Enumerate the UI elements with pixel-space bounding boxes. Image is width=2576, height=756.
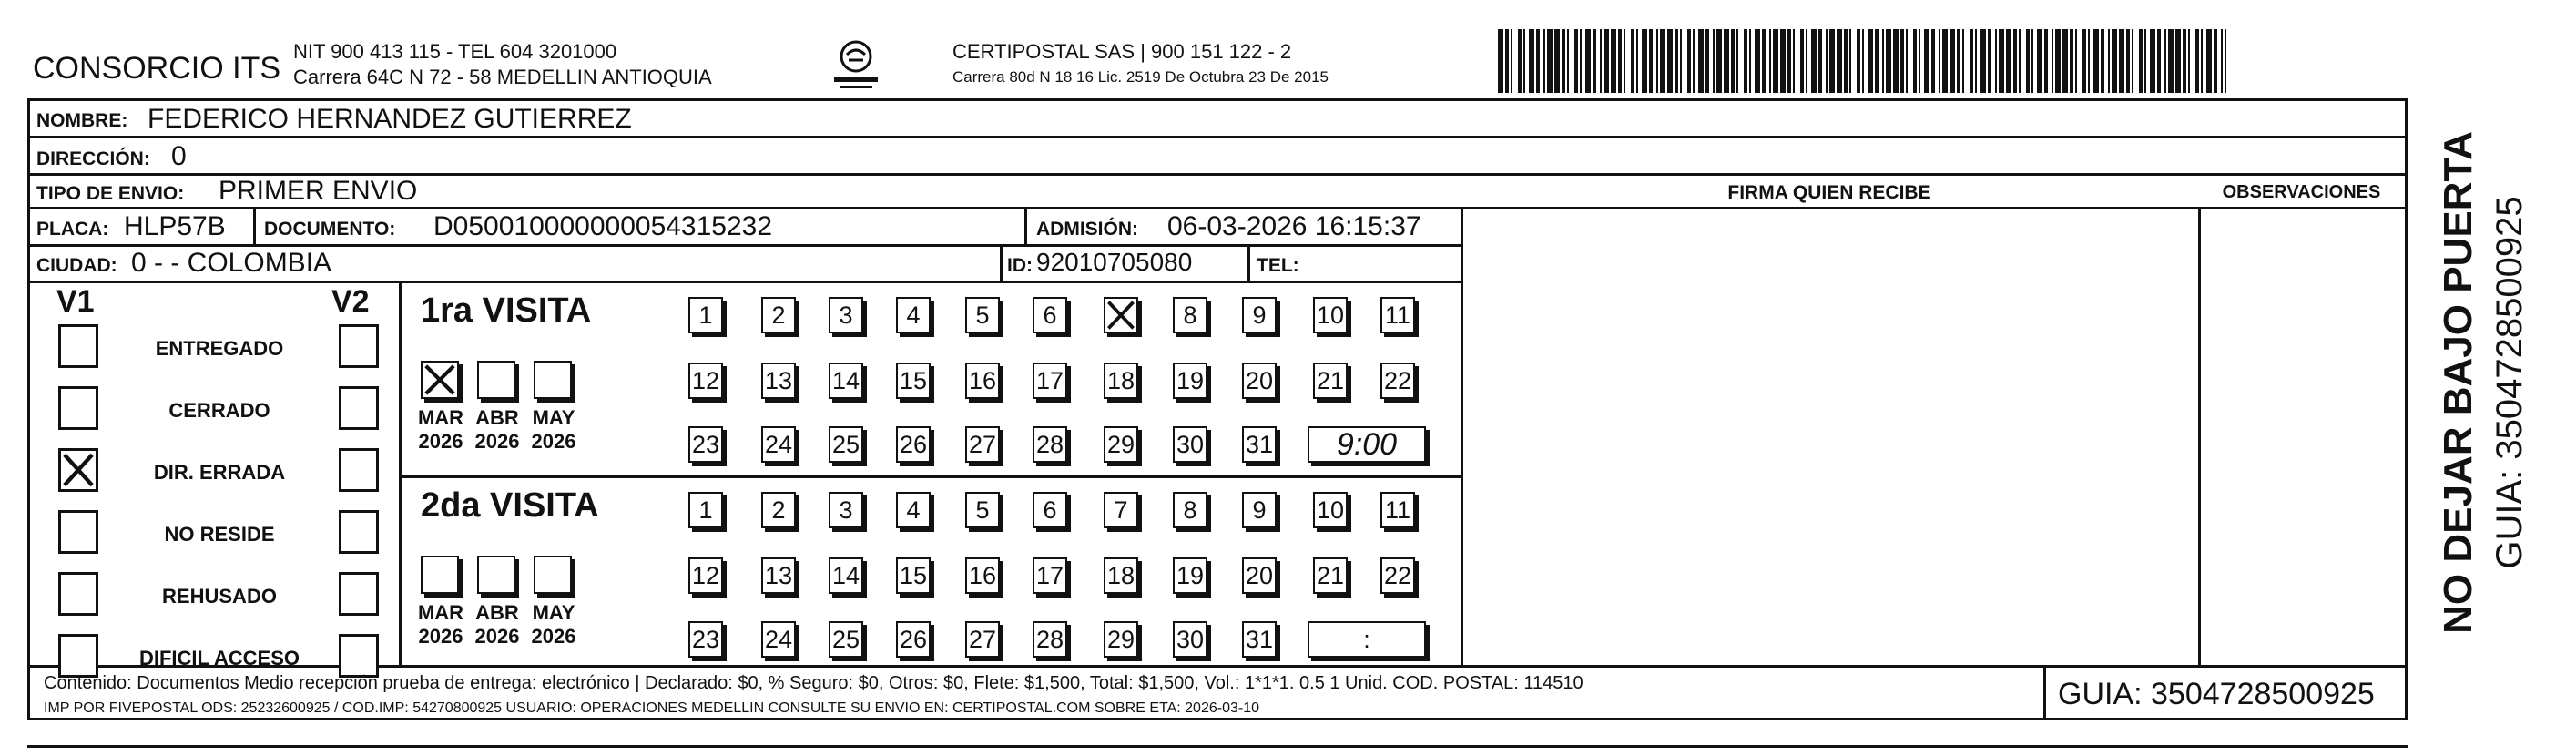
day-box[interactable]: 14 [829, 557, 863, 594]
day-box[interactable]: 12 [688, 557, 723, 594]
side-warning: NO DEJAR BAJO PUERTA [2436, 131, 2480, 634]
month-checkbox[interactable] [534, 361, 572, 399]
status-v1-checkbox[interactable] [58, 510, 98, 554]
day-box[interactable]: 6 [1033, 492, 1067, 528]
status-label: DIFICIL ACCESO [138, 647, 300, 669]
month-checkbox[interactable] [477, 556, 515, 594]
barcode [1498, 29, 2226, 93]
day-box[interactable]: 10 [1313, 297, 1348, 333]
day-box[interactable]: 26 [896, 426, 931, 463]
tipo-envio-label: TIPO DE ENVIO: [36, 183, 185, 204]
month-year: 2026 [474, 625, 520, 648]
day-box[interactable]: 11 [1380, 492, 1415, 528]
month-label: MAY [532, 601, 575, 624]
month-year: 2026 [531, 430, 576, 453]
day-box[interactable]: 21 [1313, 557, 1348, 594]
month-year: 2026 [531, 625, 576, 648]
day-box[interactable]: 29 [1104, 426, 1138, 463]
day-box[interactable]: 28 [1033, 426, 1067, 463]
status-v2-checkbox[interactable] [339, 572, 379, 616]
month-checkbox[interactable] [534, 556, 572, 594]
day-box[interactable]: 25 [829, 621, 863, 658]
day-box[interactable]: 23 [688, 426, 723, 463]
day-box[interactable]: 13 [761, 557, 796, 594]
day-box[interactable]: 4 [896, 492, 931, 528]
status-v1-checkbox[interactable] [58, 324, 98, 368]
day-box[interactable] [1104, 297, 1138, 333]
id-label: ID: [1007, 255, 1033, 276]
day-box[interactable]: 27 [965, 426, 1000, 463]
day-box[interactable]: 12 [688, 363, 723, 399]
status-v1-checkbox[interactable] [58, 634, 98, 678]
month-year: 2026 [474, 430, 520, 453]
status-v1-checkbox[interactable] [58, 386, 98, 430]
day-box[interactable]: 11 [1380, 297, 1415, 333]
nombre-value: FEDERICO HERNANDEZ GUTIERREZ [148, 104, 632, 134]
day-box[interactable]: 22 [1380, 557, 1415, 594]
day-box[interactable]: 5 [965, 297, 1000, 333]
day-box[interactable]: 2 [761, 492, 796, 528]
day-box[interactable]: 20 [1242, 557, 1277, 594]
day-box[interactable]: 2 [761, 297, 796, 333]
day-box[interactable]: 26 [896, 621, 931, 658]
company-address: Carrera 64C N 72 - 58 MEDELLIN ANTIOQUIA [293, 66, 712, 88]
placa-label: PLACA: [36, 219, 109, 240]
day-box[interactable]: 15 [896, 557, 931, 594]
day-box[interactable]: 29 [1104, 621, 1138, 658]
certipostal-logo [830, 36, 881, 91]
documento-value: D050010000000054315232 [433, 211, 773, 241]
courier-address: Carrera 80d N 18 16 Lic. 2519 De Octubra 23 De 2015 [952, 68, 1329, 86]
footer-imp: IMP POR FIVEPOSTAL ODS: 25232600925 / COD.IMP: 54270800925 USUARIO: OPERACIONES MEDELLIN CONSULTE SU ENVIO EN: CERTIPOSTAL.COM SOBRE ETA: 2026-03-10 [44, 700, 1259, 716]
id-value: 92010705080 [1036, 248, 1193, 276]
footer-contenido: Contenido: Documentos Medio recepción prueba de entrega: electrónico | Declarado: $0, % Seguro: $0, Otros: $0, Flete: $1,500, Total: $1,500, Vol.: 1*1*1. 0.5 1 Unid. COD. POSTAL: 114510 [44, 673, 1583, 693]
nit-line: NIT 900 413 115 - TEL 604 3201000 [293, 40, 617, 63]
direccion-value: 0 [171, 141, 187, 171]
status-v2-checkbox[interactable] [339, 510, 379, 554]
month-year: 2026 [418, 625, 463, 648]
time-box[interactable]: 9:00 [1308, 426, 1426, 463]
month-label: MAR [417, 601, 464, 624]
status-label: CERRADO [168, 399, 270, 422]
day-box[interactable]: 20 [1242, 363, 1277, 399]
direccion-label: DIRECCIÓN: [36, 148, 150, 169]
v1-label: V1 [56, 284, 95, 319]
day-box[interactable]: 24 [761, 621, 796, 658]
day-box[interactable]: 31 [1242, 621, 1277, 658]
day-box[interactable]: 8 [1173, 297, 1207, 333]
day-box[interactable]: 24 [761, 426, 796, 463]
status-label: NO RESIDE [164, 523, 275, 546]
month-label: MAY [532, 406, 575, 429]
status-v2-checkbox[interactable] [339, 634, 379, 678]
day-box[interactable]: 15 [896, 363, 931, 399]
day-box[interactable]: 21 [1313, 363, 1348, 399]
nombre-label: NOMBRE: [36, 110, 128, 131]
admision-label: ADMISIÓN: [1036, 219, 1138, 240]
tel-label: TEL: [1257, 255, 1299, 276]
day-box[interactable]: 16 [965, 363, 1000, 399]
footer-guia: GUIA: 3504728500925 [2058, 677, 2375, 711]
firma-header: FIRMA QUIEN RECIBE [1727, 182, 1931, 203]
day-box[interactable]: 19 [1173, 363, 1207, 399]
day-box[interactable]: 19 [1173, 557, 1207, 594]
month-checkbox[interactable] [421, 556, 459, 594]
day-box[interactable]: 1 [688, 297, 723, 333]
month-label: ABR [475, 601, 519, 624]
day-box[interactable]: 31 [1242, 426, 1277, 463]
time-box[interactable]: : [1308, 621, 1426, 658]
day-box[interactable]: 28 [1033, 621, 1067, 658]
status-v1-checkbox[interactable] [58, 572, 98, 616]
month-label: ABR [475, 406, 519, 429]
status-v2-checkbox[interactable] [339, 324, 379, 368]
day-box[interactable]: 27 [965, 621, 1000, 658]
admision-value: 06-03-2026 16:15:37 [1167, 211, 1421, 241]
day-box[interactable]: 23 [688, 621, 723, 658]
day-box[interactable]: 9 [1242, 297, 1277, 333]
status-label: ENTREGADO [155, 337, 284, 360]
status-label: REHUSADO [162, 585, 277, 608]
month-year: 2026 [418, 430, 463, 453]
day-box[interactable]: 1 [688, 492, 723, 528]
day-box[interactable]: 5 [965, 492, 1000, 528]
day-box[interactable]: 6 [1033, 297, 1067, 333]
day-box[interactable]: 3 [829, 492, 863, 528]
status-v2-checkbox[interactable] [339, 448, 379, 492]
v2-label: V2 [331, 284, 370, 319]
day-box[interactable]: 16 [965, 557, 1000, 594]
tipo-envio-value: PRIMER ENVIO [219, 176, 418, 206]
day-box[interactable]: 8 [1173, 492, 1207, 528]
day-box[interactable]: 30 [1173, 426, 1207, 463]
day-box[interactable]: 17 [1033, 363, 1067, 399]
visit-title: 1ra VISITA [421, 291, 592, 330]
day-box[interactable]: 22 [1380, 363, 1415, 399]
day-box[interactable]: 18 [1104, 557, 1138, 594]
day-box[interactable]: 14 [829, 363, 863, 399]
month-checkbox[interactable] [421, 361, 459, 399]
documento-label: DOCUMENTO: [264, 219, 396, 240]
day-box[interactable]: 7 [1104, 492, 1138, 528]
day-box[interactable]: 17 [1033, 557, 1067, 594]
day-box[interactable]: 10 [1313, 492, 1348, 528]
day-box[interactable]: 18 [1104, 363, 1138, 399]
placa-value: HLP57B [124, 211, 226, 241]
side-guia: GUIA: 3504728500925 [2489, 196, 2530, 569]
day-box[interactable]: 4 [896, 297, 931, 333]
month-label: MAR [417, 406, 464, 429]
day-box[interactable]: 30 [1173, 621, 1207, 658]
status-v1-checkbox[interactable] [58, 448, 98, 492]
courier-line: CERTIPOSTAL SAS | 900 151 122 - 2 [952, 40, 1292, 63]
ciudad-value: 0 - - COLOMBIA [131, 248, 332, 278]
company-name: CONSORCIO ITS [33, 51, 281, 86]
visit-title: 2da VISITA [421, 486, 599, 525]
observaciones-header: OBSERVACIONES [2222, 182, 2381, 202]
day-box[interactable]: 25 [829, 426, 863, 463]
status-v2-checkbox[interactable] [339, 386, 379, 430]
status-label: DIR. ERRADA [153, 461, 286, 484]
day-box[interactable]: 9 [1242, 492, 1277, 528]
day-box[interactable]: 13 [761, 363, 796, 399]
month-checkbox[interactable] [477, 361, 515, 399]
ciudad-label: CIUDAD: [36, 255, 117, 276]
day-box[interactable]: 3 [829, 297, 863, 333]
